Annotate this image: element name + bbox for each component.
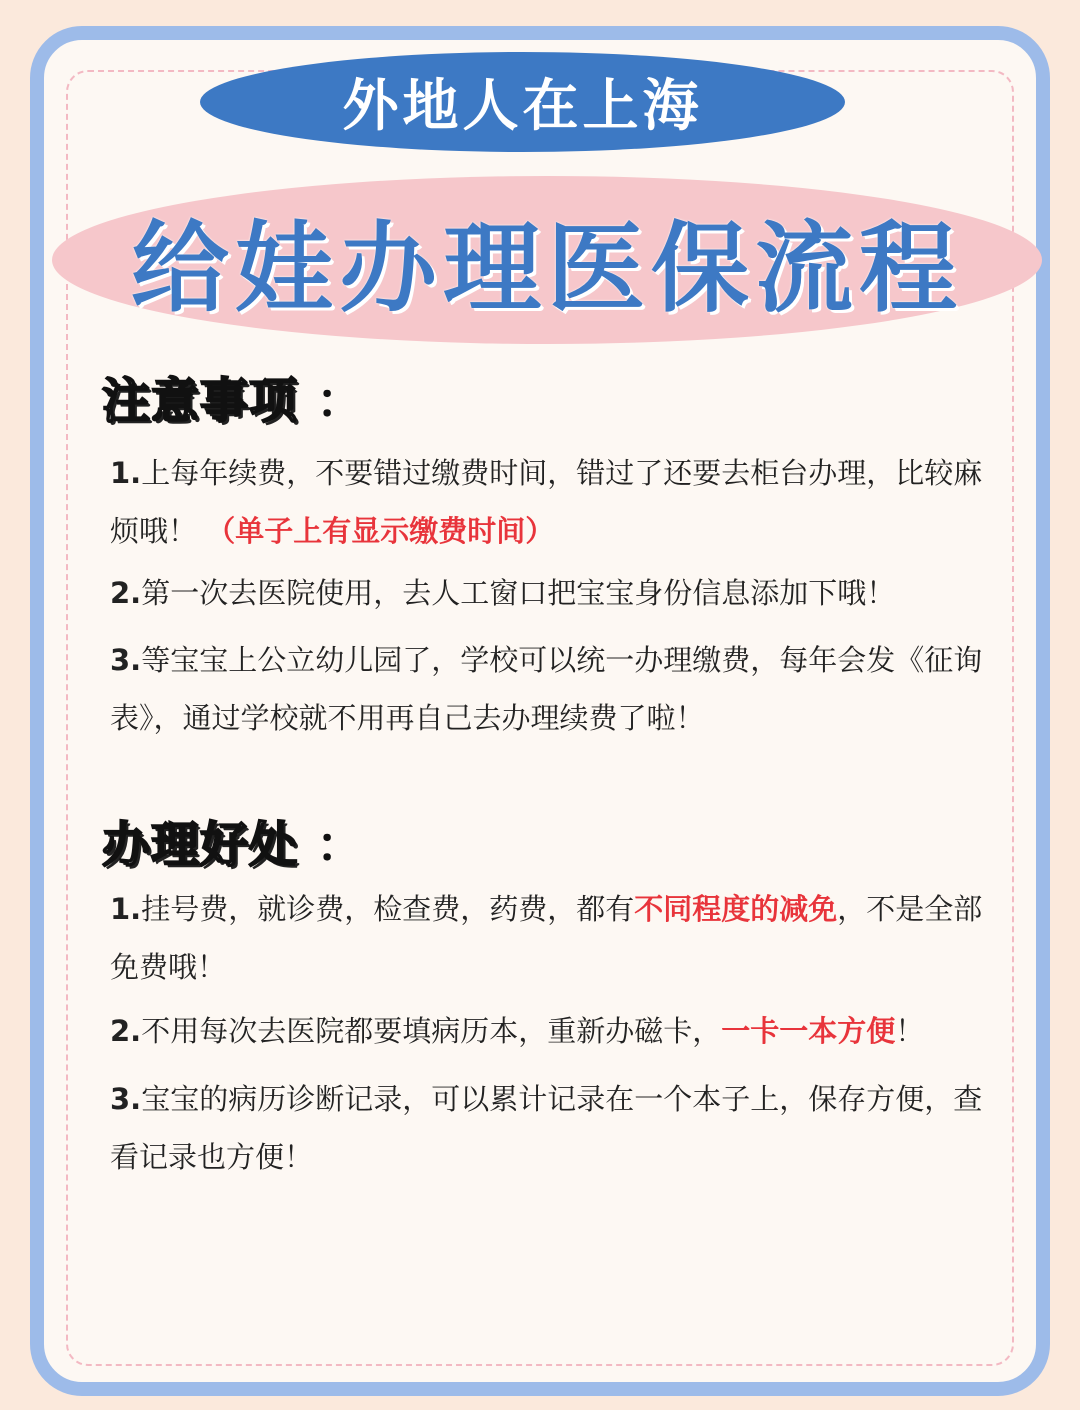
benefits-heading	[102, 806, 365, 875]
benefits-item-3-text: 宝宝的病历诊断记录，可以累计记录在一个本子上，保存方便，查看记录也方便！	[110, 1082, 983, 1174]
benefits-item-3	[110, 1070, 990, 1186]
notes-item-3	[110, 631, 990, 747]
notes-item-1-number: 1.	[110, 456, 142, 490]
benefits-item-2	[110, 1002, 990, 1060]
benefits-item-2-text-after: ！	[895, 1014, 925, 1048]
benefits-item-1-number: 1.	[110, 892, 142, 926]
benefits-heading-text: 办理好处	[102, 817, 299, 873]
subtitle-banner	[200, 52, 845, 152]
subtitle-text: 外地人在上海	[342, 74, 703, 139]
notes-item-1	[110, 444, 990, 560]
benefits-item-3-number: 3.	[110, 1082, 142, 1116]
notes-item-3-number: 3.	[110, 643, 142, 677]
benefits-item-1-highlight: 不同程度的减免	[634, 892, 838, 926]
notes-item-1-text: 上每年续费，不要错过缴费时间，错过了还要去柜台办理，比较麻烦哦！	[110, 456, 983, 548]
notes-item-2-number: 2.	[110, 576, 142, 610]
notes-item-2	[110, 564, 990, 622]
benefits-item-1-text-after: ，不是全部免费哦！	[110, 892, 983, 984]
page-title: 给娃办理医保流程	[130, 211, 963, 326]
benefits-item-1-text: 挂号费，就诊费，检查费，药费，都有	[141, 892, 635, 926]
benefits-item-1	[110, 880, 990, 996]
benefits-heading-colon: ：	[316, 817, 366, 873]
notes-heading	[102, 362, 365, 431]
benefits-item-2-text: 不用每次去医院都要填病历本，重新办磁卡，	[141, 1014, 722, 1048]
benefits-item-2-highlight: 一卡一本方便	[721, 1014, 896, 1048]
benefits-item-2-number: 2.	[110, 1014, 142, 1048]
notes-item-2-text: 第一次去医院使用，去人工窗口把宝宝身份信息添加下哦！	[141, 576, 896, 610]
notes-item-1-highlight: （单子上有显示缴费时间）	[206, 514, 555, 548]
notes-item-3-text: 等宝宝上公立幼儿园了，学校可以统一办理缴费，每年会发《征询表》，通过学校就不用再自己去办理续费了啦！	[110, 643, 983, 735]
notes-heading-colon: ：	[316, 373, 366, 429]
notes-heading-text: 注意事项	[102, 373, 299, 429]
